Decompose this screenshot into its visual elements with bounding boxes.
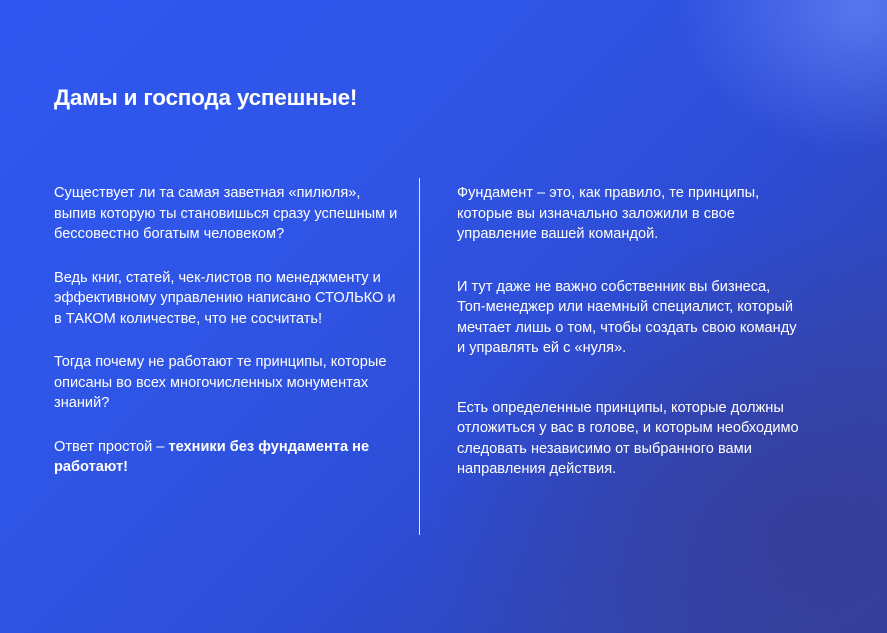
left-column xyxy=(54,183,399,478)
answer-prefix: Ответ простой – xyxy=(54,438,169,455)
left-paragraph-3: Тогда почему не работают те принципы, которые описаны во всех многочисленных монументах знаний? xyxy=(54,354,387,411)
page-title: Дамы и господа успешные! xyxy=(54,85,358,110)
left-paragraph-2: Ведь книг, статей, чек-листов по менеджменту и эффективному управлению написано СТОЛЬКО и в ТАКОМ количестве, что не сосчитать! xyxy=(54,269,396,327)
column-divider xyxy=(419,178,420,535)
left-paragraph-1: Существует ли та самая заветная «пилюля», выпив которую ты становишься сразу успешным и бессовестно богатым человеком? xyxy=(54,185,398,242)
right-column xyxy=(457,183,802,480)
right-paragraph-2: И тут даже не важно собственник вы бизнеса, Топ-менеджер или наемный специалист, который мечтает лишь о том, чтобы создать свою команду и управлять ей с «нуля». xyxy=(457,278,797,356)
right-paragraph-1: Фундамент – это, как правило, те принципы, которые вы изначально заложили в свое управление вашей командой. xyxy=(457,185,760,242)
answer-paragraph xyxy=(54,437,399,478)
answer-emphasis: техники без фундамента не работают! xyxy=(54,438,370,475)
right-paragraph-3: Есть определенные принципы, которые должны отложиться у вас в голове, и которым необходимо следовать независимо от выбранного вами направления действия. xyxy=(457,399,799,477)
